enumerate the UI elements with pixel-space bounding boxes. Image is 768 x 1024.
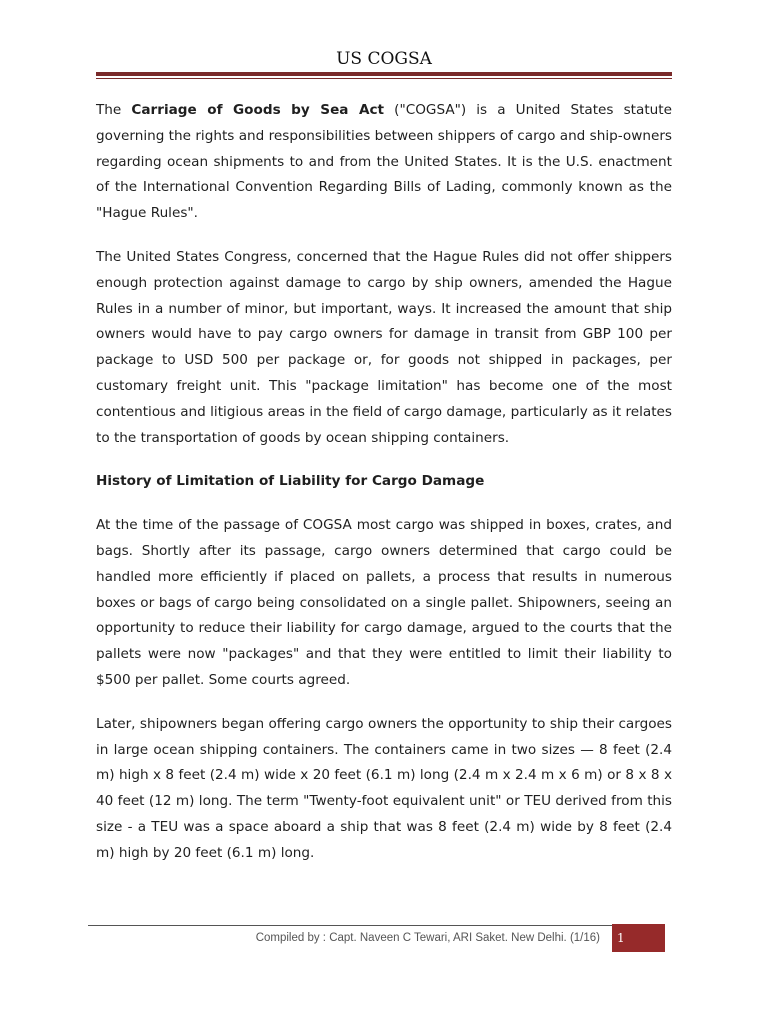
page-number-badge bbox=[612, 924, 665, 952]
intro-lead: The bbox=[96, 102, 132, 118]
document-body bbox=[96, 98, 672, 885]
intro-act-name: Carriage of Goods by Sea Act bbox=[131, 102, 385, 118]
header-rule-thick bbox=[96, 72, 672, 76]
paragraph-intro bbox=[96, 98, 672, 227]
footer-rule bbox=[88, 925, 612, 926]
header-rule-thin bbox=[96, 78, 672, 79]
intro-rest: ("COGSA") is a United States statute governing the rights and responsibilities between shippers of cargo and ship-owners regarding ocean shipments to and from the United States. It is the U.S. enactment of the International Convention Regarding Bills of Lading, commonly known as the "Hague Rules". bbox=[96, 102, 672, 222]
page-title: US COGSA bbox=[336, 49, 432, 69]
paragraph-pallets: At the time of the passage of COGSA most cargo was shipped in boxes, crates, and bags. Shortly after its passage, cargo owners determined that cargo could be handled more efficiently if placed on pallets, a process that results in numerous boxes or bags of cargo being consolidated on a single pallet. Shipowners, seeing an opportunity to reduce their liability for cargo damage, argued to the courts that the pallets were now "packages" and that they were entitled to limit their liability to $500 per pallet. Some courts agreed. bbox=[96, 517, 672, 688]
footer-credit: Compiled by : Capt. Naveen C Tewari, ARI Saket. New Delhi. (1/16) bbox=[255, 932, 600, 944]
paragraph-containers: Later, shipowners began offering cargo owners the opportunity to ship their cargoes in large ocean shipping containers. The containers came in two sizes — 8 feet (2.4 m) high x 8 feet (2.4 m) wide x 20 feet (6.1 m) long (2.4 m x 2.4 m x 6 m) or 8 x 8 x 40 feet (12 m) long. The term "Twenty-foot equivalent unit" or TEU derived from this size - a TEU was a space aboard a ship that was 8 feet (2.4 m) wide by 8 feet (2.4 m) high by 20 feet (6.1 m) long. bbox=[96, 715, 672, 861]
paragraph-congress: The United States Congress, concerned that the Hague Rules did not offer shippers enough protection against damage to cargo by ship owners, amended the Hague Rules in a number of minor, but important, ways. It increased the amount that ship owners would have to pay cargo owners for damage in transit from GBP 100 per package to USD 500 per package or, for goods not shipped in packages, per customary freight unit. This "package limitation" has become one of the most contentious and litigious areas in the field of cargo damage, particularly as it relates to the transportation of goods by ocean shipping containers. bbox=[96, 248, 672, 446]
section-heading: History of Limitation of Liability for Cargo Damage bbox=[96, 473, 485, 490]
page-number: 1 bbox=[617, 931, 625, 945]
